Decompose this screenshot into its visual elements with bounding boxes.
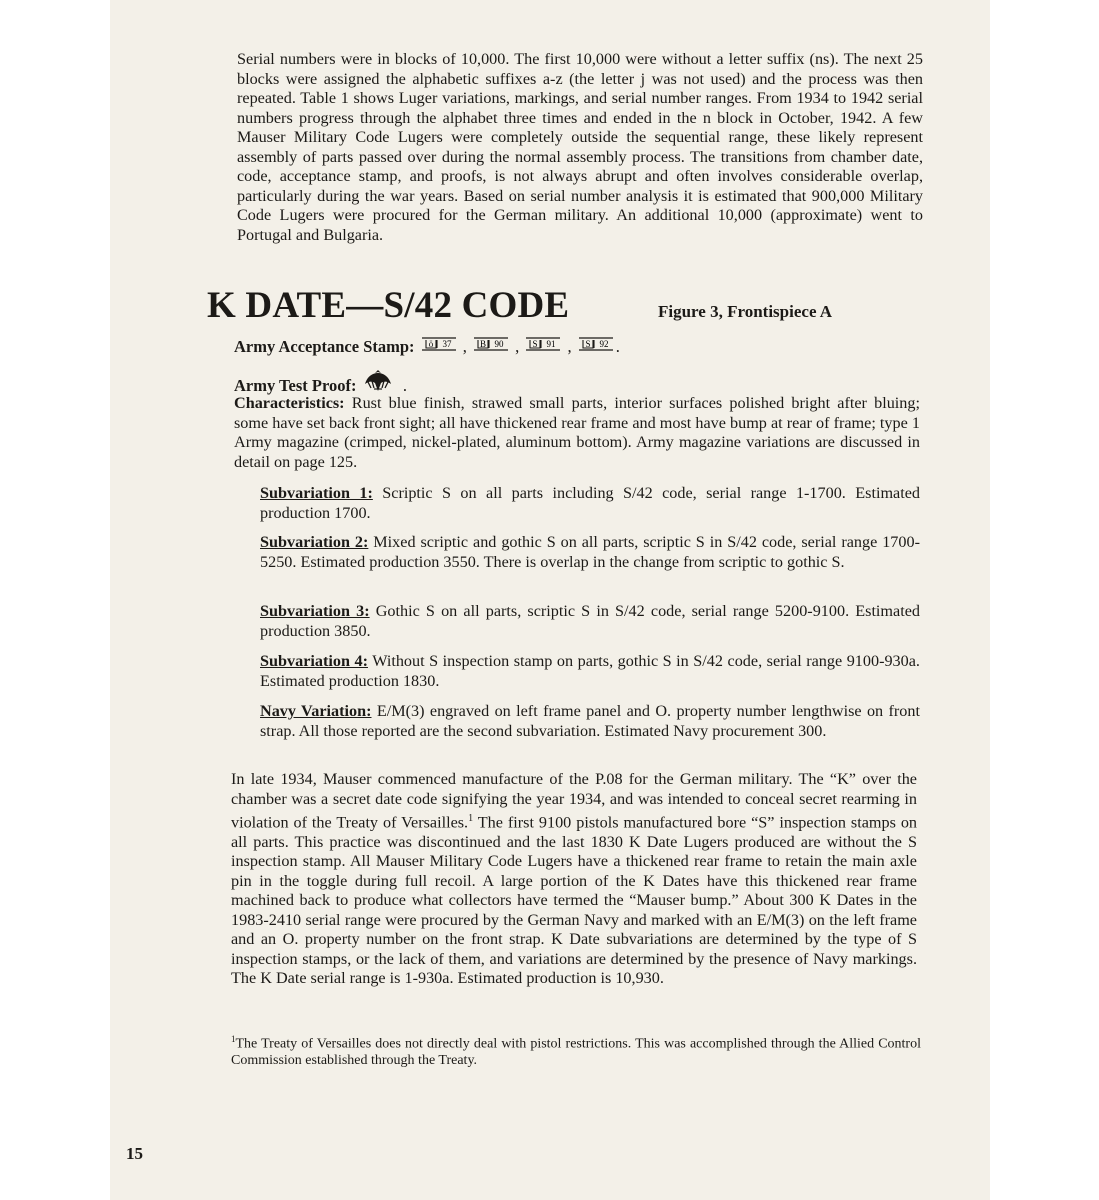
section-title: K DATE—S/42 CODE	[207, 285, 570, 326]
intro-paragraph	[237, 50, 923, 245]
history-text-part1: In late 1934, Mauser commenced manufacture of the P.08 for the German military. The “K” over the chamber was a secret date code signifying the year 1934, and was intended to conceal secret rearming in violation of the Treaty of Versailles.	[231, 770, 917, 832]
characteristics-text: Rust blue finish, strawed small parts, interior surfaces polished bright after bluing; some have set back front sight; all have thickened rear frame and most have bump at rear of frame; type 1 Army magazine (crimped, nickel-plated, aluminum bottom). Army magazine variations are discussed in detail on page 125.	[234, 394, 920, 471]
subvariation-3	[260, 602, 920, 641]
subvariation-label: Subvariation 4:	[260, 652, 368, 670]
acceptance-stamp-icon	[524, 334, 562, 359]
test-proof-line: Army Test Proof: .	[234, 367, 407, 398]
subvariation-label: Navy Variation:	[260, 702, 372, 720]
footnote-text: The Treaty of Versailles does not directly deal with pistol restrictions. This was accomplished through the Allied Control Commission established through the Treaty.	[231, 1036, 921, 1069]
footnote-mark: 1	[231, 1034, 236, 1044]
subvariation-text: Mixed scriptic and gothic S on all parts, scriptic S in S/42 code, serial range 1700-5250. Estimated production 3550. There is overlap in the change from scriptic to gothic S.	[260, 533, 920, 571]
history-text-part2: The first 9100 pistols manufactured bore “S” inspection stamps on all parts. This practice was discontinued and the last 1830 K Date Lugers produced are without the S inspection stamp. All Mauser Military Code Lugers have a thickened rear frame to retain the main axle pin in the toggle during full recoil. A large portion of the K Dates have this thickened rear frame machined back to produce what collectors have termed the “Mauser bump.” About 300 K Dates in the 1983-2410 serial range were procured by the German Navy and marked with an E/M(3) on the left frame and an O. property number on the front strap. K Date subvariations are determined by the type of S inspection stamps, or the lack of them, and variations are determined by the presence of Navy markings. The K Date serial range is 1-930a. Estimated production is 10,930.	[231, 813, 918, 988]
acceptance-stamp-icon	[577, 334, 615, 359]
subvariation-text: Without S inspection stamp on parts, gothic S in S/42 code, serial range 9100-930a. Estimated production 1830.	[260, 652, 920, 690]
subvariation-4	[260, 652, 920, 691]
history-paragraph	[231, 770, 917, 989]
figure-reference: Figure 3, Frontispiece A	[658, 302, 833, 321]
subvariation-label: Subvariation 1:	[260, 484, 373, 502]
test-proof-label: Army Test Proof:	[234, 376, 357, 395]
subvariation-label: Subvariation 2:	[260, 533, 369, 551]
stamp-number: 91	[546, 339, 556, 349]
footnote-reference: 1	[468, 813, 474, 824]
acceptance-stamp-icon	[420, 334, 458, 359]
stamp-letter: S	[532, 339, 538, 349]
subvariation-text: E/M(3) engraved on left frame panel and O. property number lengthwise on front strap. All those reported are the second subvariation. Estimated Navy procurement 300.	[260, 702, 920, 740]
stamp-letter: ö	[428, 339, 433, 349]
stamp-letter: S	[585, 339, 591, 349]
page-number: 15	[126, 1144, 143, 1163]
subvariation-1	[260, 484, 920, 523]
stamp-number: 92	[599, 339, 609, 349]
intro-text: Serial numbers were in blocks of 10,000. The first 10,000 were without a letter suffix (ns). The next 25 blocks were assigned the alphabetic suffixes a-z (the letter j was not used) and the process was then repeated. Table 1 shows Luger variations, markings, and serial number ranges. From 1934 to 1942 serial numbers progress through the alphabet three times and ended in the n block in October, 1942. A few Mauser Military Code Lugers were completely outside the sequential range, these likely represent assembly of parts passed over during the normal assembly process. The transitions from chamber date, code, acceptance stamp, and proofs, is not always abrupt and often involves considerable overlap, particularly during the war years. Based on serial number analysis it is estimated that 900,000 Military Code Lugers were procured for the German military. An additional 10,000 (approximate) went to Portugal and Bulgaria.	[237, 50, 923, 244]
subvariation-text: Scriptic S on all parts including S/42 code, serial range 1-1700. Estimated production 1700.	[260, 484, 920, 522]
subvariation-label: Subvariation 3:	[260, 602, 370, 620]
footnote	[231, 1031, 921, 1070]
subvariation-text: Gothic S on all parts, scriptic S in S/42 code, serial range 5200-9100. Estimated production 3850.	[260, 602, 920, 640]
navy-variation	[260, 702, 920, 741]
acceptance-stamp-label: Army Acceptance Stamp:	[234, 337, 415, 356]
acceptance-stamp-icon	[472, 334, 510, 359]
acceptance-stamp-line: Army Acceptance Stamp: ö 37 , B 90 , S 91 , S 92 .	[234, 334, 620, 359]
stamp-number: 37	[442, 339, 452, 349]
stamp-letter: B	[480, 339, 487, 349]
subvariation-2	[260, 533, 920, 572]
book-page	[110, 0, 990, 1200]
characteristics-paragraph	[234, 394, 920, 472]
characteristics-label: Characteristics:	[234, 394, 345, 412]
acceptance-stamps: ö 37 , B 90 , S 91 , S 92	[419, 337, 616, 356]
stamp-number: 90	[494, 339, 504, 349]
